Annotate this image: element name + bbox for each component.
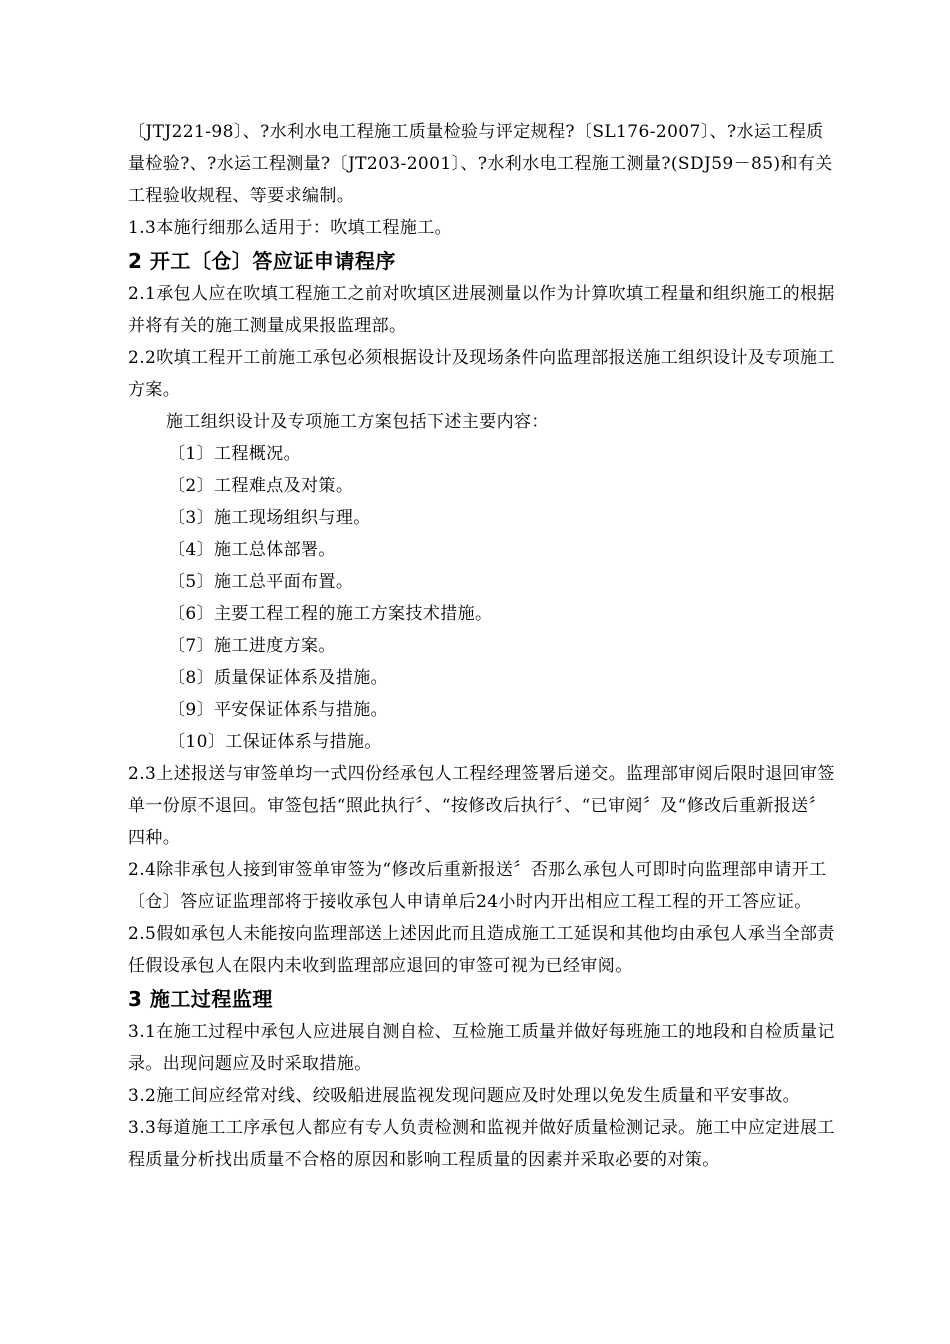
- list-item: 〔10〕工保证体系与措施。: [168, 732, 382, 752]
- list-item: 〔4〕施工总体部署。: [168, 540, 336, 560]
- section-3-heading: 3 施工过程监理: [128, 987, 273, 1011]
- paragraph-2-1: 2.1承包人应在吹填工程施工之前对吹填区进展测量以作为计算吹填工程量和组织施工的根据并将有关的施工测量成果报监理部。: [128, 284, 835, 336]
- list-item: 〔2〕工程难点及对策。: [168, 476, 354, 496]
- list-item: 〔1〕工程概况。: [168, 444, 302, 464]
- list-intro: 施工组织设计及专项施工方案包括下述主要内容：: [166, 412, 549, 432]
- paragraph-2-3: 2.3上述报送与审签单均一式四份经承包人工程经理签署后递交。监理部审阅后限时退回审签单一份原不退回。审签包括“照此执行〞、“按修改后执行〞、“已审阅〞及“修改后重新报送〞四种。: [128, 764, 835, 848]
- section-2-heading: 2 开工〔仓〕答应证申请程序: [128, 249, 396, 273]
- list-item: 〔9〕平安保证体系与措施。: [168, 700, 389, 720]
- scope-paragraph: 1.3本施行细那么适用于：吹填工程施工。: [128, 218, 453, 238]
- list-item: 〔6〕主要工程工程的施工方案技术措施。: [168, 604, 493, 624]
- paragraph-3-1: 3.1在施工过程中承包人应进展自测自检、互检施工质量并做好每班施工的地段和自检质量记录。出现问题应及时采取措施。: [128, 1022, 835, 1074]
- list-item: 〔3〕施工现场组织与理。: [168, 508, 371, 528]
- paragraph-2-2: 2.2吹填工程开工前施工承包必须根据设计及现场条件向监理部报送施工组织设计及专项施工方案。: [128, 348, 835, 400]
- list-item: 〔7〕施工进度方案。: [168, 636, 336, 656]
- paragraph-2-5: 2.5假如承包人未能按向监理部送上述因此而且造成施工工延误和其他均由承包人承当全部责任假设承包人在限内未收到监理部应退回的审签可视为已经审阅。: [128, 924, 835, 976]
- paragraph-3-2: 3.2施工间应经常对线、绞吸船进展监视发现问题应及时处理以免发生质量和平安事故。: [128, 1086, 801, 1106]
- intro-paragraph: 〔JTJ221-98〕、?水利水电工程施工质量检验与评定规程?〔SL176-2007〕、?水运工程质量检验?、?水运工程测量?〔JT203-2001〕、?水利水电工程施工测量?(SDJ59－85)和有关工程验收规程、等要求编制。: [128, 122, 833, 206]
- document-page: [128, 116, 840, 1176]
- content-list: [128, 438, 840, 758]
- paragraph-3-3: 3.3每道施工工序承包人都应有专人负责检测和监视并做好质量检测记录。施工中应定进展工程质量分析找出质量不合格的原因和影响工程质量的因素并采取必要的对策。: [128, 1118, 835, 1170]
- list-item: 〔5〕施工总平面布置。: [168, 572, 354, 592]
- list-item: 〔8〕质量保证体系及措施。: [168, 668, 389, 688]
- paragraph-2-4: 2.4除非承包人接到审签单审签为“修改后重新报送〞否那么承包人可即时向监理部申请开工〔仓〕答应证监理部将于接收承包人申请单后24小时内开出相应工程工程的开工答应证。: [128, 860, 827, 912]
